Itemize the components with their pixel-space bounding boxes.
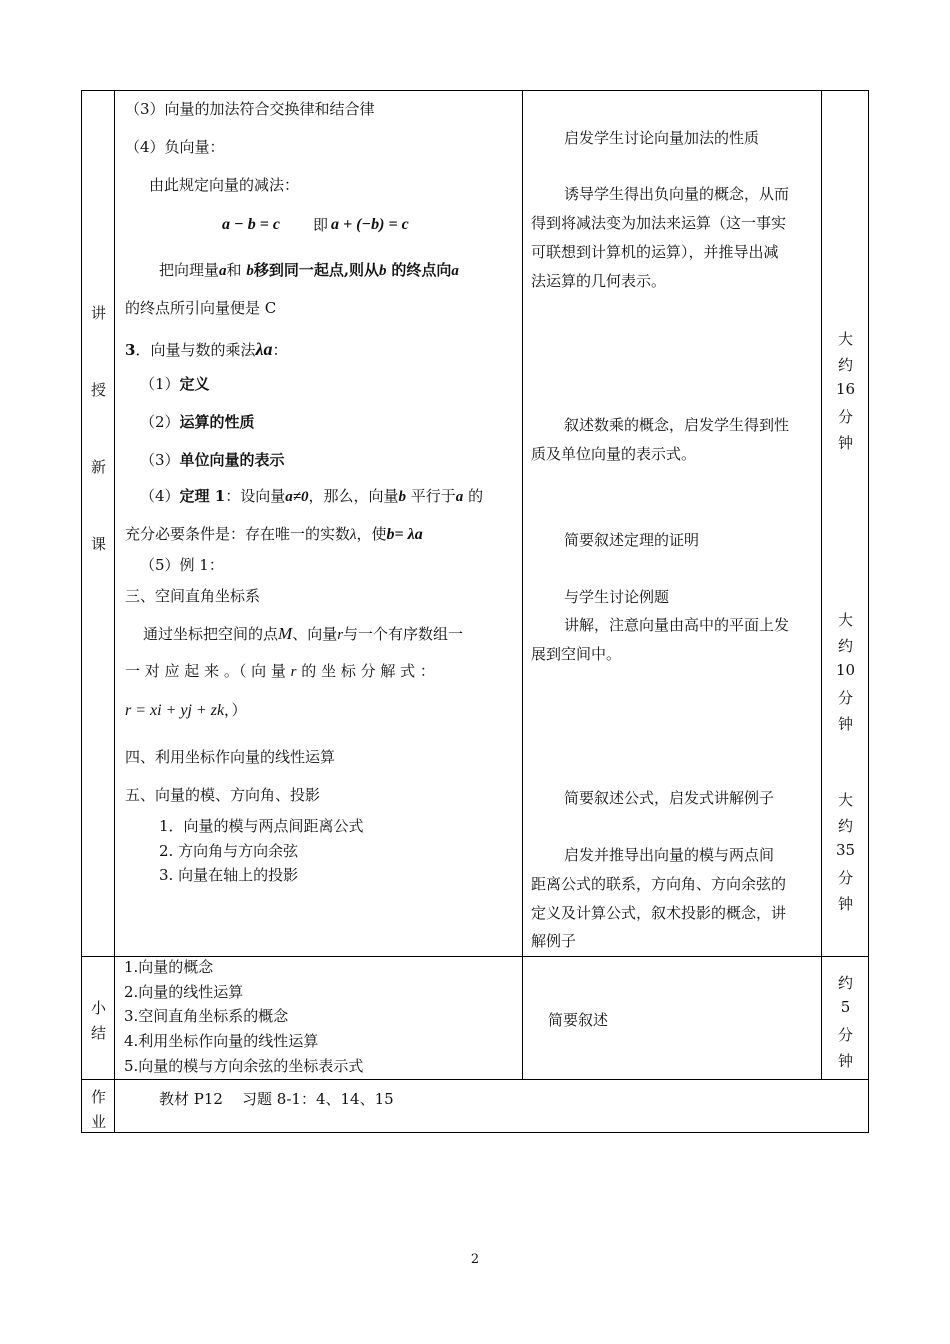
method-line-14: 距离公式的联系，方向角、方向余弦的	[531, 875, 787, 893]
left-line-linear-ops: 四、利用坐标作向量的线性运算	[125, 748, 336, 766]
method-line-12: 简要叙述公式，启发式讲解例子	[564, 789, 775, 807]
method-line-4: 可联想到计算机的运算），并推导出减	[531, 243, 779, 261]
time-allocation-3: 大 约 35 分 钟	[835, 791, 856, 913]
left-line-addition-laws: （3）向量的加法符合交换律和结合律	[125, 100, 375, 118]
section-label-homework: 作 业	[90, 1088, 106, 1131]
page-number: 2	[470, 1252, 480, 1267]
time-allocation-2: 大 约 10 分 钟	[835, 611, 856, 733]
left-line-move-vectors: 把向理量a和 b移到同一起点,则从b 的终点向a	[159, 261, 459, 279]
left-line-negative-vector: （4）负向量：	[125, 138, 225, 156]
method-line-5: 法运算的几何表示。	[531, 272, 667, 290]
section-label-summary: 小 结	[90, 999, 106, 1042]
summary-item-1: 1.向量的概念	[124, 958, 214, 976]
method-line-6: 叙述数乘的概念，启发学生得到性	[564, 416, 790, 434]
method-line-1: 启发学生讨论向量加法的性质	[564, 129, 760, 147]
method-line-11: 展到空间中。	[531, 645, 622, 663]
formula-subtraction: a − b = c	[222, 216, 280, 233]
method-line-9: 与学生讨论例题	[564, 588, 670, 606]
left-line-subtraction-def: 由此规定向量的减法：	[149, 176, 300, 194]
method-line-13: 启发并推导出向量的模与两点间	[564, 846, 775, 864]
summary-method: 简要叙述	[548, 1011, 609, 1029]
left-line-coordinate-system: 三、空间直角坐标系	[125, 587, 261, 605]
homework-text: 教材 P12 习题 8-1：4、14、15	[159, 1090, 394, 1108]
time-allocation-1: 大 约 16 分 钟	[835, 330, 856, 452]
left-line-distance-formula: 1．向量的模与两点间距离公式	[159, 817, 364, 835]
method-line-10: 讲解，注意向量由高中的平面上发	[564, 616, 790, 634]
section-label-lecture: 讲 授 新 课	[90, 304, 106, 553]
method-line-16: 解例子	[531, 932, 577, 950]
method-line-2: 诱导学生得出负向量的概念，从而	[564, 185, 790, 203]
left-line-theorem-condition: 充分必要条件是：存在唯一的实数λ，使b= λa	[125, 525, 423, 543]
left-line-projection: 3. 向量在轴上的投影	[159, 866, 299, 884]
left-line-theorem-1: （4）定理 1：设向量a≠0，那么，向量b 平行于a 的	[140, 487, 484, 505]
left-line-properties: （2）运算的性质	[140, 413, 255, 431]
left-line-definition: （1）定义	[140, 375, 210, 393]
left-line-example-1: （5）例 1：	[140, 556, 224, 574]
left-line-coordinate-formula: r = xi + yj + zk，）	[125, 701, 247, 719]
method-line-8: 简要叙述定理的证明	[564, 531, 700, 549]
method-line-7: 质及单位向量的表示式。	[531, 445, 697, 463]
method-line-3: 得到将减法变为加法来运算（这一事实	[531, 214, 787, 232]
left-line-direction-cosines: 2. 方向角与方向余弦	[159, 842, 299, 860]
left-line-unit-vector: （3）单位向量的表示	[140, 451, 285, 469]
formula-addition: a + (−b) = c	[331, 216, 409, 233]
left-line-scalar-multiplication: 3．向量与数的乘法λa：	[125, 339, 288, 359]
summary-time: 约 5 分 钟	[837, 974, 853, 1070]
formula-connector: 即	[313, 216, 329, 234]
method-line-15: 定义及计算公式，叙术投影的概念，讲	[531, 904, 787, 922]
left-line-coordinate-mapping: 通过坐标把空间的点M、向量r与一个有序数组一	[143, 624, 464, 643]
left-line-modulus-direction: 五、向量的模、方向角、投影	[125, 786, 321, 804]
left-line-coordinate-decomposition: 一 对 应 起 来 。（ 向 量 r 的 坐 标 分 解 式 ：	[125, 662, 435, 680]
summary-item-4: 4.利用坐标作向量的线性运算	[124, 1032, 319, 1050]
summary-item-5: 5.向量的模与方向余弦的坐标表示式	[124, 1057, 364, 1075]
left-line-vector-is-c: 的终点所引向量便是 C	[125, 299, 277, 317]
summary-item-2: 2.向量的线性运算	[124, 983, 244, 1001]
summary-item-3: 3.空间直角坐标系的概念	[124, 1007, 289, 1025]
